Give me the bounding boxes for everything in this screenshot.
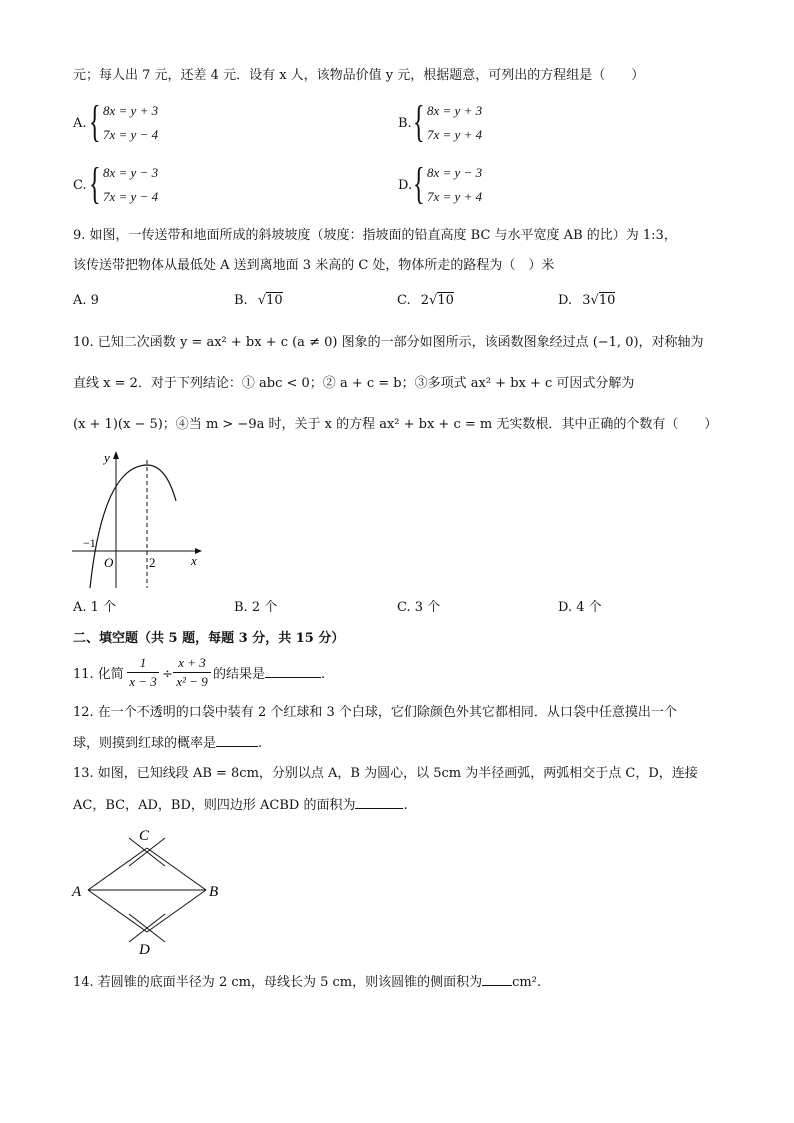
- q12-line1: 12. 在一个不透明的口袋中装有 2 个红球和 3 个白球，它们除颜色外其它都相同．从口袋中任意摸出一个: [73, 705, 677, 720]
- q9-option-a: A. 9: [73, 293, 99, 308]
- q10-option-d: D. 4 个: [558, 600, 602, 615]
- radicand: 10: [266, 293, 283, 308]
- point-label-a: A: [72, 884, 82, 900]
- equation-1: 8x = y + 3: [103, 103, 159, 118]
- numerator: 1: [139, 655, 147, 670]
- brace-icon: {: [413, 97, 425, 146]
- q13-line1: 13. 如图，已知线段 AB = 8cm，分别以点 A，B 为圆心，以 5cm 为半径画弧，两弧相交于点 C，D，连接: [73, 766, 698, 781]
- q8-stem: 元；每人出 7 元，还差 4 元．设有 x 人，该物品价值 y 元，根据题意，可列出的方程组是（ ）: [73, 68, 645, 83]
- answer-blank[interactable]: [482, 985, 512, 986]
- x-axis-label: x: [191, 553, 197, 568]
- radicand: 10: [437, 293, 454, 308]
- tick-label-2: 2: [149, 555, 156, 570]
- option-label: A.: [73, 116, 87, 131]
- equation-2: 7x = y + 4: [427, 127, 483, 142]
- section-heading: 二、填空题（共 5 题，每题 3 分，共 15 分）: [73, 631, 345, 646]
- q13-line2: [73, 799, 408, 812]
- answer-blank[interactable]: [355, 808, 403, 809]
- divide-sign: ÷: [162, 667, 173, 682]
- q9-option-d: [558, 294, 615, 307]
- period: .: [258, 736, 263, 751]
- equation-2: 7x = y − 4: [103, 189, 159, 204]
- q13-text: AC，BC，AD，BD，则四边形 ACBD 的面积为: [73, 798, 356, 813]
- q10-line1: 10. 已知二次函数 y = ax² + bx + c (a ≠ 0) 图象的一部分如图所示，该函数图象经过点 (−1, 0)，对称轴为: [73, 335, 704, 350]
- radicand: 10: [598, 293, 616, 308]
- option-label: D.: [398, 178, 413, 193]
- option-label: B.: [398, 116, 412, 131]
- fraction-2: [173, 655, 211, 690]
- brace-icon: {: [89, 159, 101, 208]
- suffix-text: 的结果是: [213, 667, 266, 682]
- y-axis-label: y: [104, 450, 110, 465]
- q10-option-a: A. 1 个: [73, 600, 117, 615]
- q10-option-c: C. 3 个: [397, 600, 441, 615]
- q11-suffix: [213, 668, 325, 681]
- period: .: [321, 667, 326, 682]
- tick-label-neg1: −1: [83, 536, 96, 550]
- option-label: D.: [558, 293, 573, 308]
- q10-line3: (x + 1)(x − 5)；④当 m > −9a 时，关于 x 的方程 ax² + bx + c = m 无实数根．其中正确的个数有（ ）: [73, 417, 718, 432]
- option-label: B.: [234, 293, 248, 308]
- answer-blank[interactable]: [216, 746, 258, 747]
- q14-text: 14. 若圆锥的底面半径为 2 cm，母线长为 5 cm，则该圆锥的侧面积为: [73, 975, 483, 990]
- q14-line: [73, 976, 541, 989]
- q10-option-b: B. 2 个: [234, 600, 278, 615]
- coefficient: 2: [420, 293, 430, 308]
- q9-line2: 该传送带把物体从最低处 A 送到离地面 3 米高的 C 处，物体所走的路程为（ ）米: [73, 258, 555, 273]
- q10-parabola-graph: [68, 446, 213, 596]
- unit: cm²: [512, 975, 537, 990]
- equation-1: 8x = y − 3: [103, 165, 159, 180]
- equation-2: 7x = y − 4: [103, 127, 159, 142]
- q12-text: 球，则摸到红球的概率是: [73, 736, 217, 751]
- point-label-b: B: [209, 884, 219, 900]
- origin-label: O: [104, 555, 114, 570]
- equation-1: 8x = y − 3: [427, 165, 483, 180]
- point-label-c: C: [139, 828, 150, 844]
- equation-2: 7x = y + 4: [427, 189, 483, 204]
- fraction-1: [127, 655, 159, 690]
- radical-icon: √: [590, 293, 599, 308]
- equation-1: 8x = y + 3: [427, 103, 483, 118]
- coefficient: 3: [582, 293, 591, 308]
- denominator: x − 3: [129, 674, 157, 689]
- q9-option-c: [397, 294, 454, 307]
- brace-icon: {: [89, 97, 101, 146]
- period: .: [403, 798, 408, 813]
- q9-line1: 9. 如图，一传送带和地面所成的斜坡坡度（坡度：指坡面的铅直高度 BC 与水平宽度 AB 的比）为 1:3，: [73, 228, 677, 243]
- radical-icon: √: [257, 293, 267, 308]
- option-label: C.: [73, 178, 87, 193]
- q10-line2: 直线 x = 2．对于下列结论：① abc < 0；② a + c = b；③多项式 ax² + bx + c 可因式分解为: [73, 376, 635, 391]
- period: .: [536, 975, 542, 990]
- brace-icon: {: [413, 159, 425, 208]
- point-label-d: D: [139, 942, 150, 958]
- answer-blank[interactable]: [265, 677, 321, 678]
- q12-line2: [73, 737, 262, 750]
- option-label: C.: [397, 293, 411, 308]
- q13-rhombus-figure: [66, 822, 226, 962]
- q11-prefix: 11. 化简: [73, 667, 124, 682]
- denominator: x² − 9: [176, 674, 208, 689]
- numerator: x + 3: [178, 655, 206, 670]
- radical-icon: √: [429, 293, 438, 308]
- q9-option-b: [234, 294, 283, 307]
